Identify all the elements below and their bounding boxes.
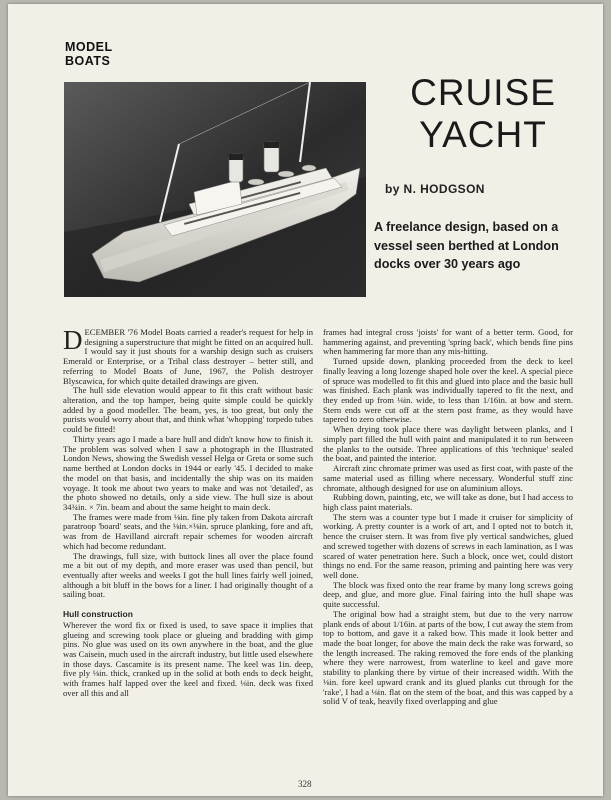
page-number: 328	[298, 779, 312, 789]
paragraph: When drying took place there was daylight between planks, and I simply part filled the hull with paint and manipulated it to run between the planks to the outside. Three applications of this 'technique' sealed the boat, and painted the interior.	[323, 424, 573, 464]
funnel-aft-top	[264, 142, 279, 148]
cruise-yacht-photo	[64, 82, 366, 297]
byline: by N. HODGSON	[385, 182, 485, 196]
drop-cap: D	[63, 325, 83, 355]
article-column-2	[323, 328, 573, 707]
paragraph: frames had integral cross 'joists' for want of a better term. Good, for hammering against, and preventing 'spring back', which bends fine pins when hammering far more than any mis-hitting.	[323, 327, 573, 357]
paragraph: Rubbing down, painting, etc, we will take as done, but I had access to high class paint materials.	[323, 492, 573, 512]
article-column-1	[63, 325, 313, 699]
paragraph: The stern was a counter type but I made it cruiser for simplicity of working. A pretty counter is a work of art, and I opted not to botch it, hence the cruiser stern. It was from five ply vertical sandwiches, glued and screwed together with dozens of screws in each lamination, as I was scared of water penetration here. Such a block, once wet, could distort things no end. For the same reason, priming and painting here was very well done.	[323, 511, 573, 580]
magazine-page	[8, 4, 603, 796]
paragraph: Turned upside down, planking proceeded from the deck to keel finally leaving a long lozenge shaped hole over the keel. A special piece of spruce was modelled to fit this and glued into place and the basic hull was finished. Each plank was individually tapered to fit the next, and they ended up from ⅛in. wide, to less than 1/16in. at bow and stern. Stern ends were cut off at the stern post frame, as they would have tapered to zero otherwise.	[323, 356, 573, 425]
paragraph: The original bow had a straight stem, but due to the very narrow plank ends of about 1/16in. at parts of the bow, I cut away the stem from top to bottom, and gave it a raked bow. This made it look better and made the boat longer, for above the main deck the rake was forward, so the length increased. The raking removed the fore ends of the planking where they were narrowest, from waterline to keel and gave more stability to planking there by virtue of their increased width. With the ⅛in. fore keel upward crank and its glued planks cut through for the 'rake', I had a ⅛in. flat on the stem of the boat, and this was capped by a solid V of teak, heavily fixed overlapping and glue	[323, 608, 573, 707]
subheading: Hull construction	[63, 609, 133, 620]
title-line2: YACHT	[419, 114, 547, 155]
magazine-name-line1: MODEL	[65, 40, 113, 54]
paragraph: The hull side elevation would appear to fit this craft without basic alteration, and the top hamper, being quite simple could be quickly added by a good modeller. The beam, yes, is too great, but only the purists would worry about that, and think what 'whopping' torpedo tubes could be fitted!	[63, 385, 313, 435]
paragraph: The block was fixed onto the rear frame by many long screws going deep, and glue, and more glue. Final fairing into the hull shape was quite successful.	[323, 579, 573, 610]
paragraph: The drawings, full size, with buttock lines all over the place found me a bit out of my depth, and more eraser was used than pencil, but eventually after weeks and weeks I got the hull lines fairly well joined, although a bit bluff in the bows for a liner. I had originally thought of a sailing boat.	[63, 550, 313, 600]
paragraph: Aircraft zinc chromate primer was used as first coat, with paste of the same material used as filling where necessary. Wonderful stuff zinc chromate, although designed for use on aluminium alloys.	[323, 463, 573, 493]
magazine-name-line2: BOATS	[65, 54, 111, 68]
title-line1: CRUISE	[410, 72, 556, 113]
article-title	[393, 72, 573, 156]
magazine-header	[65, 40, 113, 68]
paragraph: Wherever the word fix or fixed is used, to save space it implies that glueing and screwing took place or glueing and bradding with gimp pins. No glue was used on its own anywhere in the boat, and the glue was Caisein, much used in the aircraft industry, but little used elsewhere in those days. Cascamite is its present name. The keel was 1in. deep, five ply ⅛in. thick, cranked up in the solid at both ends to deck height, with frames half lapped over the keel and fixed. ⅛in. deck was fixed over all this and all	[63, 619, 313, 698]
funnel-forward-top	[229, 154, 243, 160]
paragraph: Thirty years ago I made a bare hull and didn't know how to finish it. The problem was solved when I saw a photograph in the Illustrated London News, showing the Swedish vessel Helga or Greta or some such name berthed at London docks in 1944 or early '45. I decided to make the model on that basis, and incidentally the ship was on its maiden voyage. It took me about two years to make and was not 'detailed', as the photo showed no details, only a side view. The hull size is about 34¾in. × 7in. beam and about the same height to main deck.	[63, 433, 313, 512]
paragraph: DECEMBER '76 Model Boats carried a reader's request for help in designing a superstructure that might be fitted on an acquired hull. I would say it just shouts for a warship design such as cruisers Emerald or Enterprise, or a Tribal class destroyer – better still, and referring to Model Boats of June, 1967, the Polish destroyer Blyscawica, for which quite detailed drawings are given.	[63, 325, 313, 386]
standfirst: A freelance design, based on a vessel seen berthed at London docks over 30 years ago	[374, 220, 559, 271]
paragraph: The frames were made from ⅛in. fine ply taken from Dakota aircraft paratroop 'board' seats, and the ⅛in.×⅛in. spruce planking, fore and aft, was from de Havilland aircraft repair schemes for wooden aircraft which had become redundant.	[63, 511, 313, 551]
